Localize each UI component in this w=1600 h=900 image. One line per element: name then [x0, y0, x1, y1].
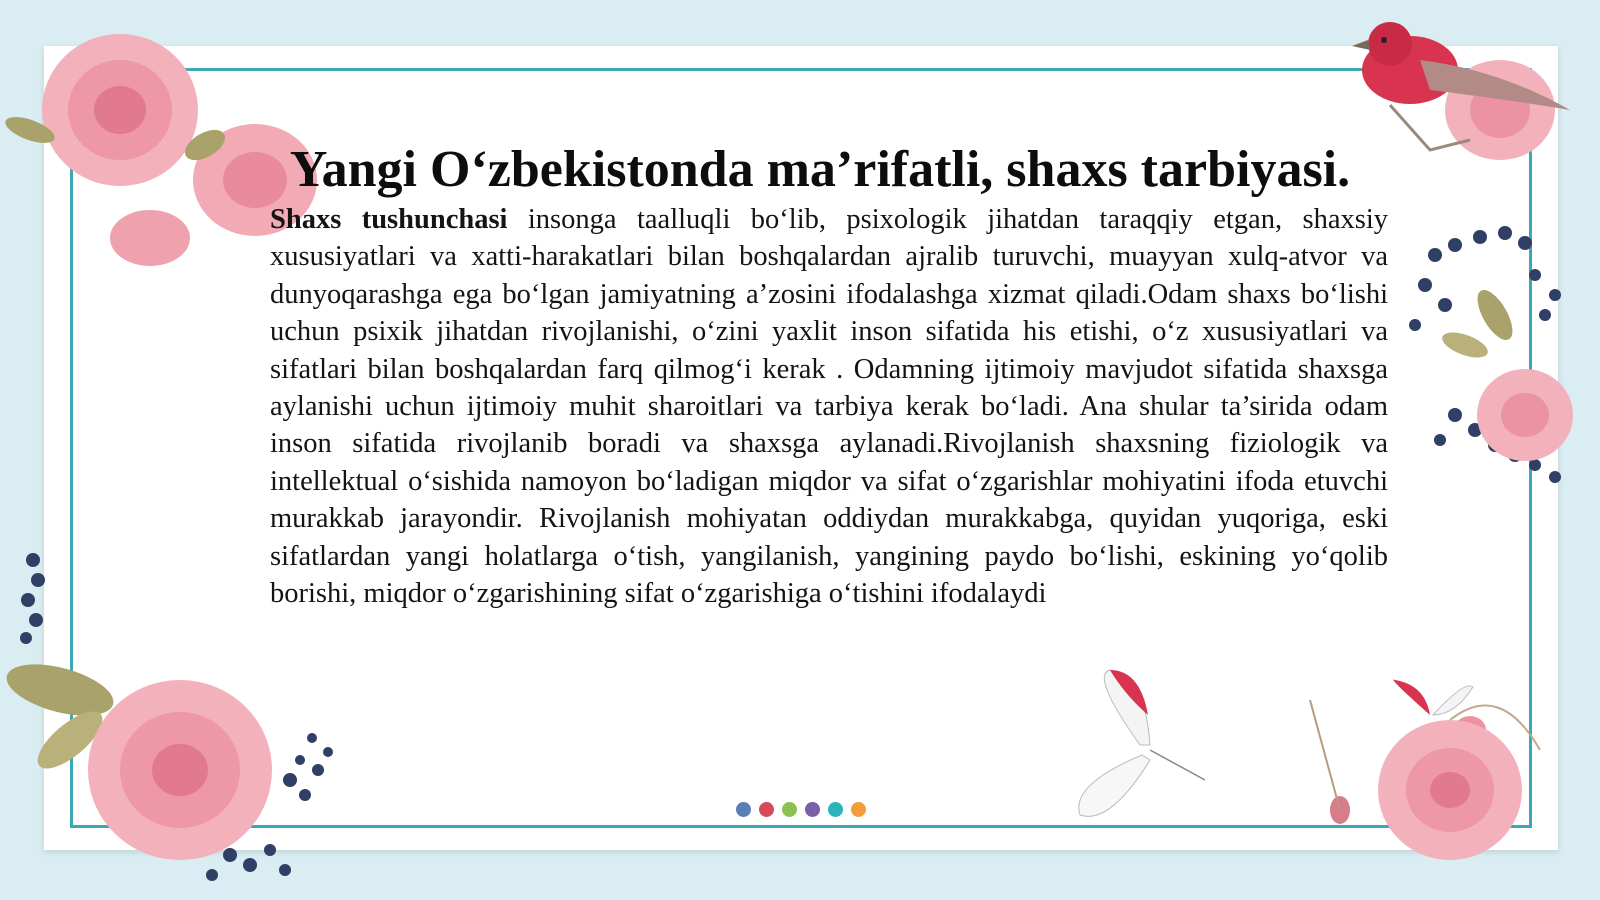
body-paragraph: insonga taalluqli bo‘lib, psixologik jihatdan taraqqiy etgan, shaxsiy xususiyatlari va xatti-harakatlari bilan boshqalardan ajralib turuvchi, muayyan xulq-atvor va dunyoqarashga ega bo‘lgan jamiyatning a’zosini ifodalashga xizmat qiladi.Odam shaxs bo‘lishi uchun psixik jihatdan rivojlanishi, o‘zini yaxlit inson sifatida his etishi, o‘z xususiyatlari va sifatlari bilan boshqalardan farq qilmog‘i kerak . Odamning ijtimoiy mavjudot sifatida shaxsga aylanishi uchun ijtimoiy muhit sharoitlari va tarbiya kerak bo‘ladi. Ana shular ta’sirida odam inson sifatida rivojlanib boradi va shaxsga aylanadi.Rivojlanish shaxsning fiziologik va intellektual o‘sishida namoyon bo‘ladigan miqdor va sifat o‘zgarishlar mohiyatini ifoda etuvchi murakkab jarayondir. Rivojlanish mohiyatan oddiydan murakkabga, quyidan yuqoriga, eski sifatlardan yangi holatlarga o‘tish, yangilanish, yangining paydo bo‘lishi, eskining yo‘qolib borishi, miqdor o‘zgarishining sifat o‘zgarishiga o‘tishini ifodalaydi: [270, 204, 1388, 610]
pager-dot[interactable]: [851, 802, 866, 817]
pager-dot[interactable]: [782, 802, 797, 817]
pager-dot[interactable]: [805, 802, 820, 817]
slide-title: Yangi O‘zbekistonda ma’rifatli, shaxs tarbiyasi.: [289, 141, 1351, 198]
pager-dot[interactable]: [828, 802, 843, 817]
pager-dot[interactable]: [759, 802, 774, 817]
bird-icon: [1350, 10, 1600, 190]
butterfly-small-icon: [1385, 675, 1475, 735]
rose-cluster-bottom-left-icon: [0, 640, 360, 900]
berry-branch-right-icon: [1395, 215, 1595, 535]
term-heading: Shaxs tushunchasi: [270, 204, 508, 235]
butterfly-icon: [1070, 665, 1220, 835]
pager-dots: [736, 802, 866, 817]
pager-dot[interactable]: [736, 802, 751, 817]
berry-branch-left-icon: [8, 550, 48, 660]
slide-body-text: [270, 201, 1388, 612]
